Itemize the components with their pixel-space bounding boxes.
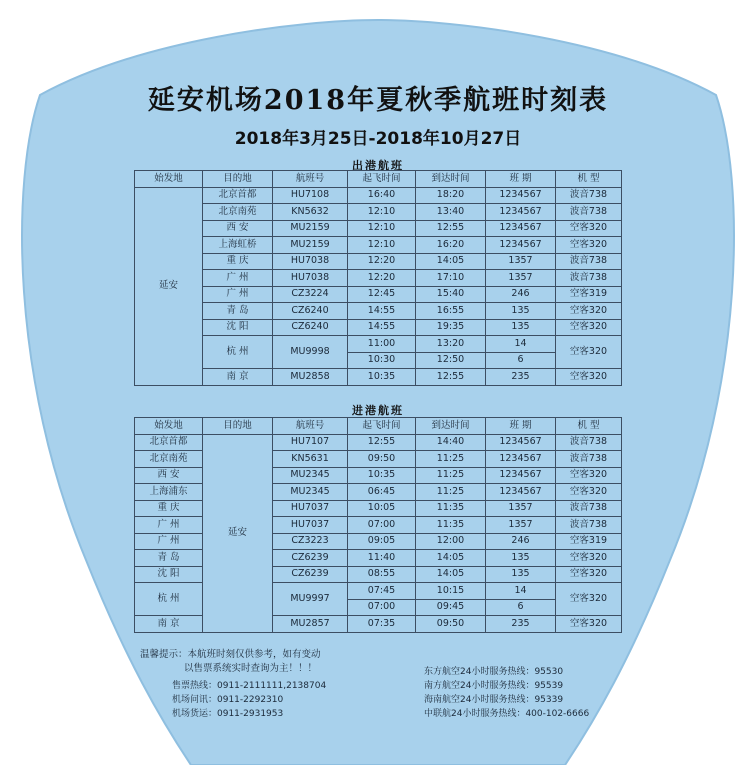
dep-time-cell: 10:30 [348,352,416,369]
origin-cell: 西 安 [135,467,203,484]
departure-origin-cell: 延安 [135,187,203,385]
aircraft-cell: 空客320 [556,220,622,237]
flight-cell: CZ6240 [273,319,348,336]
days-cell: 246 [486,533,556,550]
col-days: 班 期 [486,418,556,435]
origin-cell: 广 州 [135,517,203,534]
dep-time-cell: 11:40 [348,550,416,567]
arr-time-cell: 10:15 [416,583,486,600]
flight-cell: HU7037 [273,517,348,534]
table-row [135,286,622,303]
col-flight: 航班号 [273,171,348,188]
departures-table [134,170,622,386]
days-cell: 14 [486,336,556,353]
origin-cell: 上海浦东 [135,484,203,501]
days-cell: 246 [486,286,556,303]
flight-cell: KN5631 [273,451,348,468]
dest-cell: 沈 阳 [203,319,273,336]
table-row [135,434,622,451]
col-departure-time: 起飞时间 [348,418,416,435]
airport-inquiry: 机场问讯：0911-2292310 [172,695,284,705]
days-cell: 1357 [486,517,556,534]
col-days: 班 期 [486,171,556,188]
dep-time-cell: 10:05 [348,500,416,517]
flight-cell: CZ3224 [273,286,348,303]
dep-time-cell: 12:10 [348,204,416,221]
origin-cell: 南 京 [135,616,203,633]
arr-time-cell: 09:45 [416,599,486,616]
flight-cell: CZ6240 [273,303,348,320]
arr-time-cell: 13:40 [416,204,486,221]
arr-time-cell: 19:35 [416,319,486,336]
table-header-row [135,418,622,435]
table-row [135,270,622,287]
arr-time-cell: 12:55 [416,220,486,237]
origin-cell: 杭 州 [135,583,203,616]
days-cell: 6 [486,352,556,369]
arr-time-cell: 18:20 [416,187,486,204]
days-cell: 1357 [486,270,556,287]
dep-time-cell: 12:45 [348,286,416,303]
aircraft-cell: 空客320 [556,336,622,369]
origin-cell: 北京首都 [135,434,203,451]
table-row [135,237,622,254]
arr-time-cell: 11:25 [416,467,486,484]
dep-time-cell: 07:35 [348,616,416,633]
table-row [135,336,622,353]
days-cell: 1357 [486,253,556,270]
arr-time-cell: 16:55 [416,303,486,320]
aircraft-cell: 波音738 [556,434,622,451]
dep-time-cell: 12:20 [348,270,416,287]
reminder-line-1: 温馨提示：本航班时刻仅供参考，如有变动 [140,649,321,660]
dep-time-cell: 11:00 [348,336,416,353]
aircraft-cell: 波音738 [556,500,622,517]
days-cell: 235 [486,616,556,633]
aircraft-cell: 空客320 [556,583,622,616]
arr-time-cell: 09:50 [416,616,486,633]
aircraft-cell: 空客320 [556,467,622,484]
page-title: 延安机场2018年夏秋季航班时刻表 [147,85,609,116]
dest-cell: 广 州 [203,270,273,287]
origin-cell: 青 岛 [135,550,203,567]
aircraft-cell: 波音738 [556,253,622,270]
table-row [135,303,622,320]
days-cell: 1234567 [486,187,556,204]
dep-time-cell: 07:00 [348,517,416,534]
arrivals-table [134,417,622,633]
aircraft-cell: 空客320 [556,566,622,583]
dep-time-cell: 09:05 [348,533,416,550]
aircraft-cell: 波音738 [556,517,622,534]
flight-cell: MU9997 [273,583,348,616]
col-departure-time: 起飞时间 [348,171,416,188]
dest-cell: 重 庆 [203,253,273,270]
hotline-china-eastern: 东方航空24小时服务热线：95530 [424,667,564,677]
col-origin: 始发地 [135,418,203,435]
hotline-hainan: 海南航空24小时服务热线：95339 [424,695,564,705]
aircraft-cell: 空客320 [556,319,622,336]
airport-cargo: 机场货运：0911-2931953 [172,709,284,719]
dep-time-cell: 07:45 [348,583,416,600]
aircraft-cell: 空客319 [556,533,622,550]
arr-time-cell: 12:55 [416,369,486,386]
aircraft-cell: 波音738 [556,451,622,468]
flight-cell: HU7038 [273,253,348,270]
aircraft-cell: 波音738 [556,204,622,221]
days-cell: 1234567 [486,451,556,468]
flight-cell: HU7037 [273,500,348,517]
days-cell: 135 [486,566,556,583]
departures-title: 出港航班 [352,159,404,172]
table-row [135,319,622,336]
flight-cell: CZ3223 [273,533,348,550]
table-row [135,253,622,270]
flight-cell: CZ6239 [273,566,348,583]
arr-time-cell: 11:25 [416,484,486,501]
dep-time-cell: 09:50 [348,451,416,468]
aircraft-cell: 空客320 [556,369,622,386]
origin-cell: 沈 阳 [135,566,203,583]
dep-time-cell: 10:35 [348,369,416,386]
aircraft-cell: 空客320 [556,616,622,633]
aircraft-cell: 空客320 [556,303,622,320]
days-cell: 14 [486,583,556,600]
aircraft-cell: 空客319 [556,286,622,303]
dest-cell: 广 州 [203,286,273,303]
table-row [135,204,622,221]
days-cell: 6 [486,599,556,616]
dep-time-cell: 12:10 [348,220,416,237]
dest-cell: 北京首都 [203,187,273,204]
arr-time-cell: 13:20 [416,336,486,353]
arr-time-cell: 16:20 [416,237,486,254]
aircraft-cell: 空客320 [556,237,622,254]
col-arrival-time: 到达时间 [416,418,486,435]
dep-time-cell: 06:45 [348,484,416,501]
col-origin: 始发地 [135,171,203,188]
dest-cell: 西 安 [203,220,273,237]
days-cell: 1234567 [486,434,556,451]
col-flight: 航班号 [273,418,348,435]
arrival-destination-cell: 延安 [203,434,273,632]
days-cell: 1234567 [486,467,556,484]
table-row [135,369,622,386]
flight-cell: MU2858 [273,369,348,386]
dep-time-cell: 14:55 [348,319,416,336]
col-destination: 目的地 [203,171,273,188]
dep-time-cell: 07:00 [348,599,416,616]
origin-cell: 重 庆 [135,500,203,517]
days-cell: 135 [486,303,556,320]
aircraft-cell: 空客320 [556,550,622,567]
arr-time-cell: 14:05 [416,253,486,270]
days-cell: 135 [486,319,556,336]
dep-time-cell: 16:40 [348,187,416,204]
flight-cell: CZ6239 [273,550,348,567]
dep-time-cell: 12:55 [348,434,416,451]
reminder-line-2: 以售票系统实时查询为主！！！ [184,663,318,674]
aircraft-cell: 波音738 [556,270,622,287]
col-aircraft: 机 型 [556,418,622,435]
arrivals-title: 进港航班 [352,404,404,417]
flight-cell: MU2345 [273,484,348,501]
schedule-period: 2018年3月25日-2018年10月27日 [234,129,522,149]
days-cell: 1357 [486,500,556,517]
arr-time-cell: 17:10 [416,270,486,287]
arr-time-cell: 11:25 [416,451,486,468]
flight-cell: MU9998 [273,336,348,369]
flight-cell: MU2857 [273,616,348,633]
dest-cell: 杭 州 [203,336,273,369]
days-cell: 1234567 [486,237,556,254]
dest-cell: 青 岛 [203,303,273,320]
arr-time-cell: 14:05 [416,550,486,567]
arr-time-cell: 15:40 [416,286,486,303]
aircraft-cell: 空客320 [556,484,622,501]
dest-cell: 南 京 [203,369,273,386]
hotline-china-united: 中联航24小时服务热线：400-102-6666 [424,709,590,719]
days-cell: 135 [486,550,556,567]
dest-cell: 北京南苑 [203,204,273,221]
col-arrival-time: 到达时间 [416,171,486,188]
flight-cell: HU7108 [273,187,348,204]
days-cell: 1234567 [486,484,556,501]
flight-cell: MU2345 [273,467,348,484]
arr-time-cell: 12:00 [416,533,486,550]
dep-time-cell: 12:10 [348,237,416,254]
table-header-row [135,171,622,188]
arr-time-cell: 11:35 [416,500,486,517]
days-cell: 1234567 [486,204,556,221]
table-row [135,220,622,237]
flight-cell: MU2159 [273,220,348,237]
flight-cell: KN5632 [273,204,348,221]
dep-time-cell: 12:20 [348,253,416,270]
table-row [135,187,622,204]
dep-time-cell: 10:35 [348,467,416,484]
dest-cell: 上海虹桥 [203,237,273,254]
col-aircraft: 机 型 [556,171,622,188]
dep-time-cell: 08:55 [348,566,416,583]
aircraft-cell: 波音738 [556,187,622,204]
arr-time-cell: 14:40 [416,434,486,451]
days-cell: 235 [486,369,556,386]
ticket-hotline: 售票热线：0911-2111111,2138704 [172,681,327,691]
arr-time-cell: 12:50 [416,352,486,369]
flight-cell: HU7038 [273,270,348,287]
origin-cell: 广 州 [135,533,203,550]
hotline-china-southern: 南方航空24小时服务热线：95539 [424,681,564,691]
dep-time-cell: 14:55 [348,303,416,320]
arr-time-cell: 14:05 [416,566,486,583]
origin-cell: 北京南苑 [135,451,203,468]
flight-cell: MU2159 [273,237,348,254]
arr-time-cell: 11:35 [416,517,486,534]
flight-cell: HU7107 [273,434,348,451]
col-destination: 目的地 [203,418,273,435]
days-cell: 1234567 [486,220,556,237]
